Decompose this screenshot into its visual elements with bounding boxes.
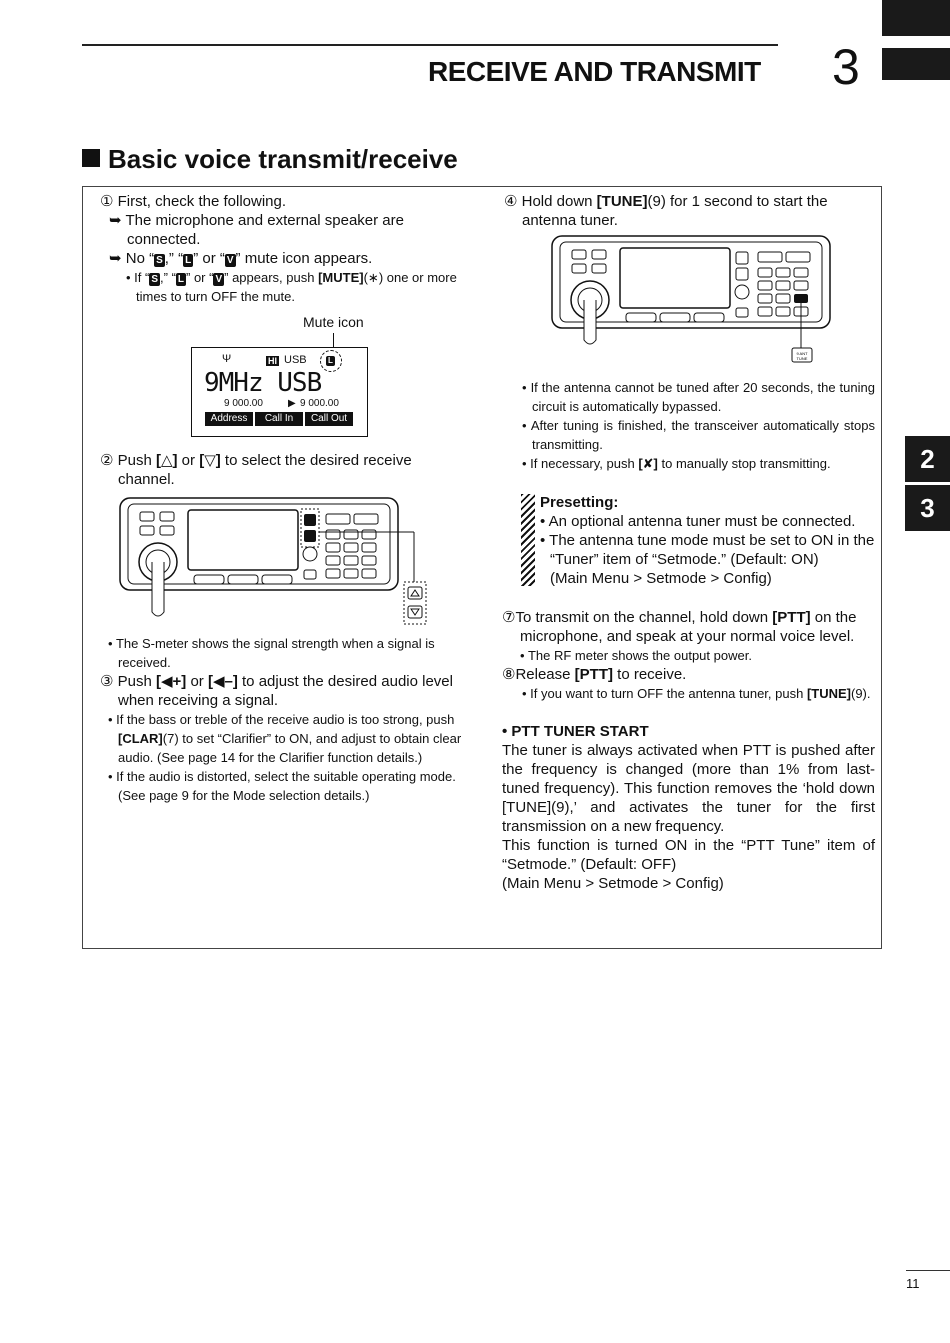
softkey-address[interactable]: Address [205,412,253,426]
ptt-tuner-para-2: This function is turned ON in the “PTT Tune” item of “Setmode.” (Default: OFF) [502,837,875,873]
page-number-rule [906,1270,950,1271]
step-8: ⑧Release [PTT] to receive. [502,666,687,683]
presetting-hatch [521,494,535,586]
step-4-bullet-1: • If the antenna cannot be tuned after 20 seconds, the tuning circuit is automatically bypassed. [522,380,875,414]
step-2: ② Push [△] or [▽] to select the desired receive channel. [100,452,412,488]
presetting-path: (Main Menu > Setmode > Config) [550,570,772,587]
mode-tag: HI [268,356,277,366]
step-4-block [502,192,875,230]
radio-illustration-1 [118,496,436,628]
step-1: ① First, check the following. [100,193,287,210]
lcd-softkeys [205,412,353,426]
tune-key-label: 9 ANT [796,351,808,356]
step-1-check-2: ➥ No “ S ,” “ L ” or “ V ” mute icon appears. [109,250,373,267]
ptt-tuner-para-1: The tuner is always activated when PTT is pushed after the frequency is changed (more than 1% from last-tuned frequency). This function removes the ‘hold down [TUNE](9),’ and activates the tuner for the first transmission on a new frequency. [502,742,875,835]
step-4-bullet-2: • After tuning is finished, the transceiver automatically stops transmitting. [522,418,875,452]
presetting-bullet-2: • The antenna tune mode must be set to ON in the “Tuner” item of “Setmode.” (Default: ON) [540,532,875,568]
step-4: ④ Hold down [TUNE](9) for 1 second to start the antenna tuner. [504,193,828,229]
step-2-bullet: • The S-meter shows the signal strength when a signal is received. [108,636,435,670]
step-7-bullet: • The RF meter shows the output power. [520,648,752,663]
lcd-display [191,347,368,437]
right-column-lower [502,608,875,893]
svg-text:TUNE: TUNE [796,356,808,361]
step-1-check-1: ➥ The microphone and external speaker are connected. [109,212,404,248]
lcd-freq-2: 9 000.00 [300,398,339,409]
lcd-main-text: 9MHz USB [204,368,322,398]
presetting-title: Presetting: [540,494,619,511]
header-tab-top [882,0,950,36]
step-3-bullet-2: • If the audio is distorted, select the suitable operating mode. (See page 9 for the Mode selection details.) [108,769,456,803]
step-1-bullet: • If “ S ,” “ L ” or “ V ” appears, push [MUTE](∗) one or more times to turn OFF the mute. [126,270,457,304]
softkey-call-in[interactable]: Call In [255,412,303,426]
square-bullet-icon [82,149,100,167]
page-number: 11 [906,1276,920,1291]
antenna-icon: Ψ [222,353,232,365]
mute-l-icon: L [328,356,333,365]
side-tab-2: 2 [905,436,950,482]
step-8-bullet: • If you want to turn OFF the antenna tuner, push [TUNE](9). [522,686,871,701]
header-rule [82,44,778,46]
lcd-freq-1: 9 000.00 [224,398,263,409]
step-3-bullet-1: • If the bass or treble of the receive audio is too strong, push [CLAR](7) to set “Clarifier” to ON, and adjust to obtain clear audio. (See page 14 for the Clarifier function details.) [108,712,462,765]
ptt-tuner-path: (Main Menu > Setmode > Config) [502,875,724,892]
step-7: ⑦To transmit on the channel, hold down [PTT] on the microphone, and speak at your normal voice level. [502,609,857,645]
mute-icon-label: Mute icon [303,314,364,330]
s-key-icon: S [156,255,163,266]
l-key-icon: L [185,255,192,266]
step-2-block [90,451,462,489]
left-column [90,192,462,306]
presetting-block [540,493,878,588]
chapter-title: RECEIVE AND TRANSMIT [428,56,761,87]
softkey-call-out[interactable]: Call Out [305,412,353,426]
step-4-bullet-3: • If necessary, push [✘] to manually stop transmitting. [522,456,831,471]
header-tab-bottom [882,48,950,80]
ptt-tuner-title: • PTT TUNER START [502,723,649,740]
radio-illustration-2 [550,234,835,368]
v-key-icon: V [226,255,234,266]
step-3: ③ Push [◀+] or [◀–] to adjust the desired audio level when receiving a signal. [100,673,453,709]
section-title: Basic voice transmit/receive [82,144,458,175]
mode-label: USB [284,354,307,366]
step-4-bullets [502,378,875,473]
lcd-freq-arrow: ▶ [288,398,296,409]
left-column-lower [90,634,462,805]
presetting-bullet-1: • An optional antenna tuner must be connected. [540,513,856,530]
chapter-number: 3 [832,39,860,95]
side-tab-3: 3 [905,485,950,531]
